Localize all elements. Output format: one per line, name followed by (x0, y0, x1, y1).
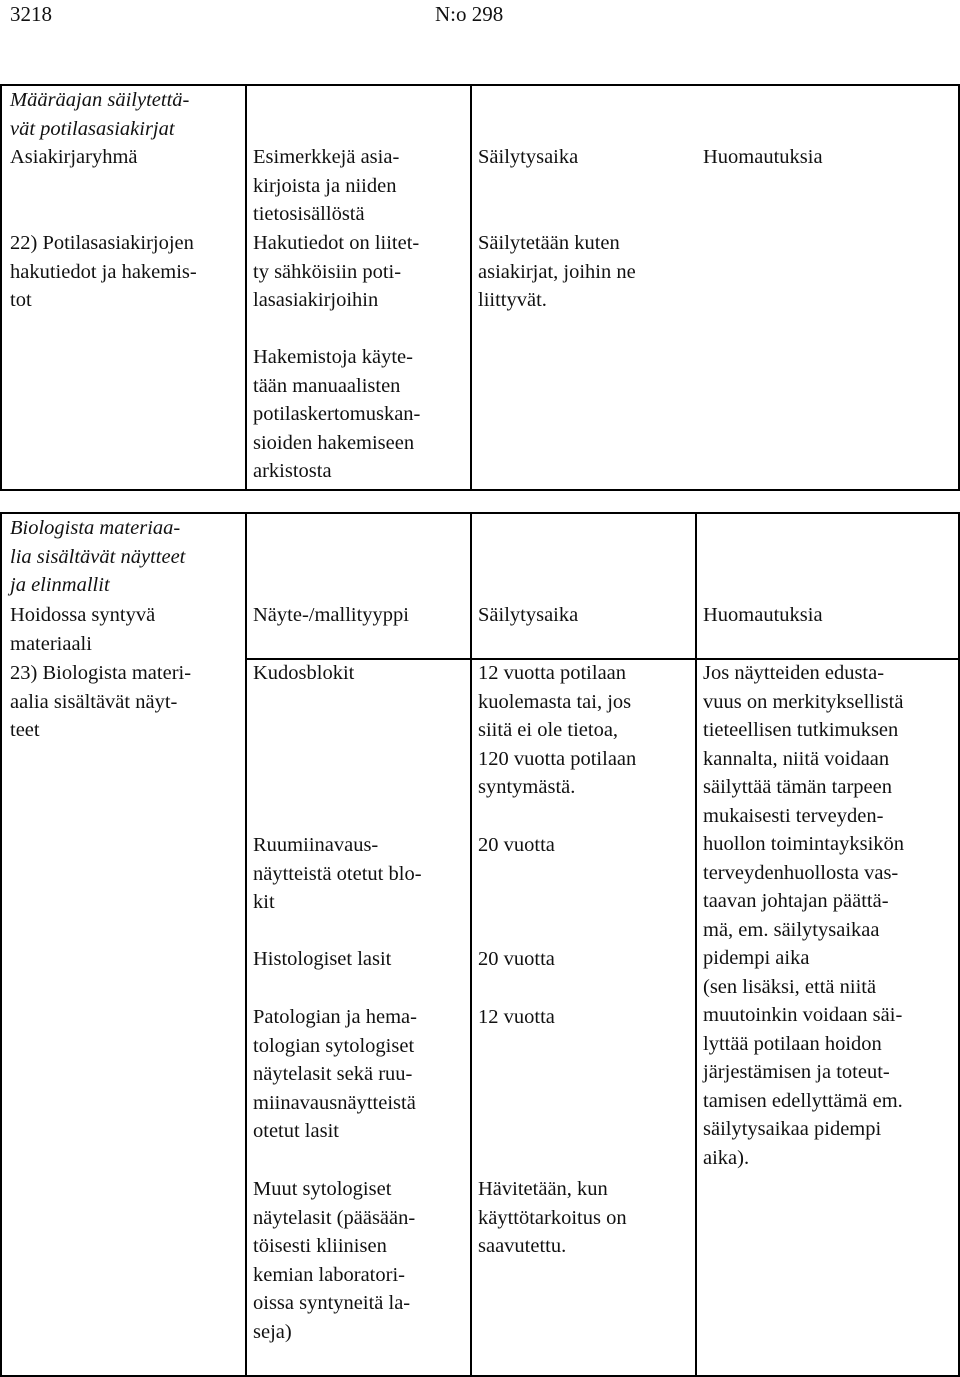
table-border (470, 512, 472, 1376)
retention-muut-sytologiset: Hävitetään, kun käyttötarkoitus on saavutettu. (478, 1178, 627, 1257)
page-number: 3218 (10, 2, 52, 26)
table-border (470, 84, 472, 490)
table-border (0, 1375, 960, 1377)
retention-kudosblokit: 12 vuotta potilaan kuolemasta tai, jos siitä ei ole tietoa, 120 vuotta potilaan syntymästä. (478, 662, 637, 798)
sample-type-muut-sytologiset: Muut sytologiset näytelasit (pääsään- töisesti kliinisen kemian laboratori- oissa syntyneitä la- seja) (253, 1178, 416, 1343)
section1-group-22: 22) Potilasasiakirjojen hakutiedot ja hakemis- tot (10, 232, 197, 311)
table-border (0, 84, 2, 490)
section1-example-hakemistot: Hakemistoja käyte- tään manuaalisten potilaskertomuskan- sioiden hakemiseen arkistosta (253, 346, 421, 482)
section2-col-retention: Säilytysaika (478, 604, 579, 626)
table-border (958, 512, 960, 1376)
section1-example-hakutiedot: Hakutiedot on liitet- ty sähköisiin poti- lasasiakirjoihin (253, 232, 420, 311)
sample-type-kudosblokit: Kudosblokit (253, 662, 355, 684)
section2-title: Biologista materiaa- lia sisältävät näytteet ja elinmallit (10, 517, 186, 596)
section1-col-examples: Esimerkkejä asia- kirjoista ja niiden tietosisällöstä (253, 146, 400, 225)
table-border (0, 489, 960, 491)
section2-col-group: Hoidossa syntyvä materiaali (10, 604, 156, 655)
table-border (695, 512, 697, 1376)
retention-sytologiset-lasit: 12 vuotta (478, 1006, 555, 1028)
retention-histologiset-lasit: 20 vuotta (478, 948, 555, 970)
section2-group-23: 23) Biologista materi- aalia sisältävät näyt- teet (10, 662, 192, 741)
table-border (958, 84, 960, 490)
sample-type-sytologiset-lasit: Patologian ja hema- tologian sytologiset näytelasit sekä ruu- miinavausnäytteistä otetut lasit (253, 1006, 417, 1142)
section1-retention: Säilytetään kuten asiakirjat, joihin ne liittyvät. (478, 232, 636, 311)
section1-title: Määräajan säilytettä- vät potilasasiakirjat (10, 89, 190, 140)
table-border (245, 84, 247, 490)
section1-col-retention: Säilytysaika (478, 146, 579, 168)
table-border (0, 512, 2, 1376)
section2-col-notes: Huomautuksia (703, 604, 823, 626)
section1-col-notes: Huomautuksia (703, 146, 823, 168)
section2-col-type: Näyte-/mallityyppi (253, 604, 409, 626)
sample-type-histologiset-lasit: Histologiset lasit (253, 948, 392, 970)
table-border (245, 512, 247, 1376)
section1-col-group: Asiakirjaryhmä (10, 146, 138, 168)
retention-ruumiinavaus-blokit: 20 vuotta (478, 834, 555, 856)
section2-notes: Jos näytteiden edusta- vuus on merkityksellistä tieteellisen tutkimuksen kannalta, niitä voidaan säilyttää tämän tarpeen mukaisesti terveyden- huollon toimintayksikön terveydenhuollosta vas- taavan johtajan päättä- mä, em. säilytysaikaa pidempi aika (sen lisäksi, että niitä muutoinkin voidaan säi- lyttää potilaan hoidon järjestämisen ja toteut- tamisen edellyttämä em. säilytysaikaa pidempi aika). (703, 662, 905, 1169)
issue-number: N:o 298 (435, 2, 504, 26)
sample-type-ruumiinavaus-blokit: Ruumiinavaus- näytteistä otetut blo- kit (253, 834, 422, 913)
